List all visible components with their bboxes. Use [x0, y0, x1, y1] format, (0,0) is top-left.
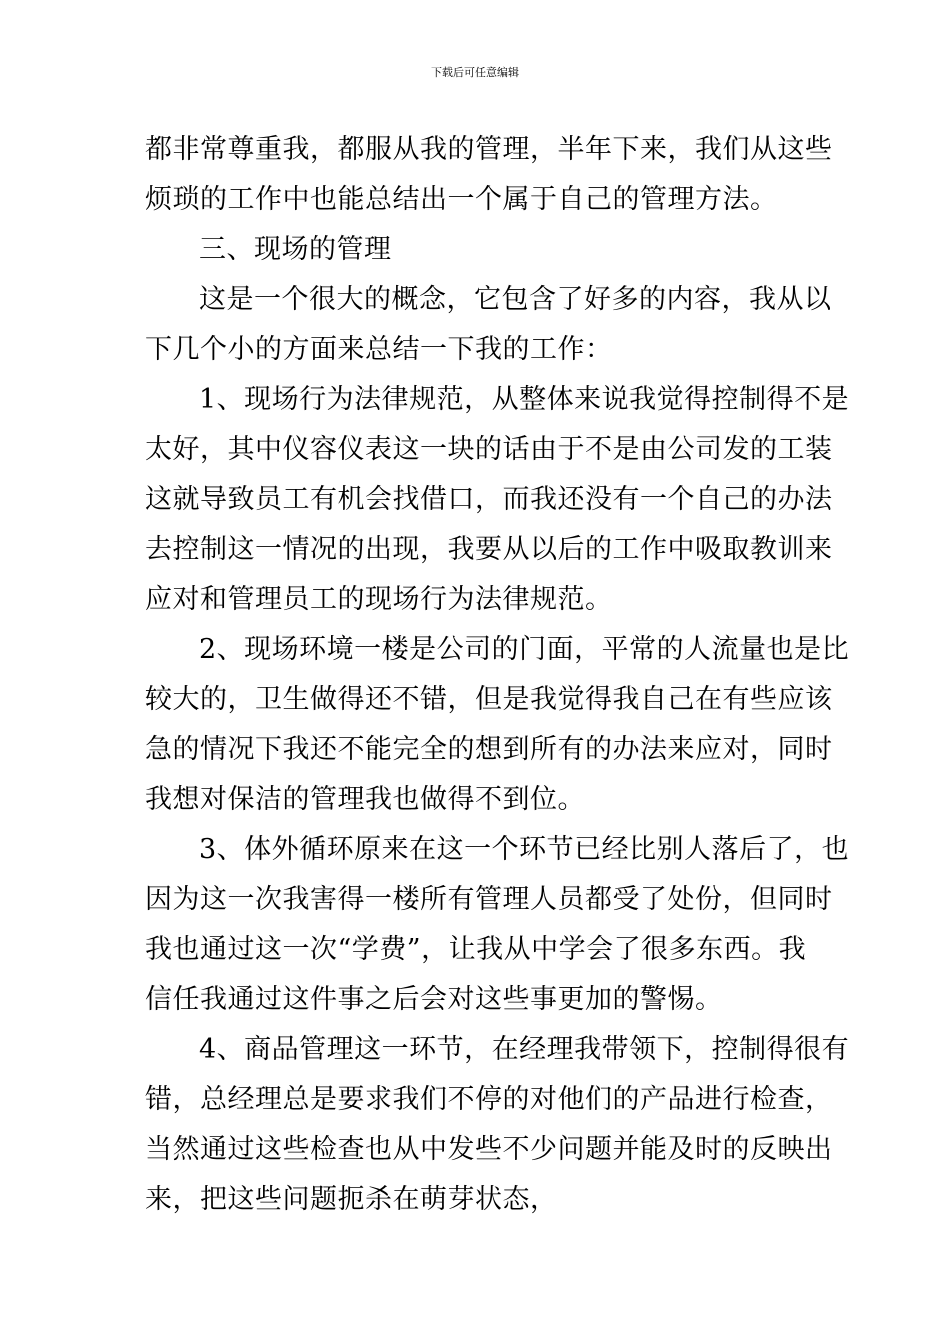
text-line: 错，总经理总是要求我们不停的对他们的产品进行检查，	[145, 1084, 833, 1115]
text-line: 3、体外循环原来在这一个环节已经比别人落后了，也	[199, 834, 850, 865]
text-line: 信任我通过这件事之后会对这些事更加的警惕。	[145, 984, 723, 1015]
page-header: 下载后可任意编辑	[431, 66, 519, 79]
text-line: 当然通过这些检查也从中发些不少问题并能及时的反映出	[145, 1134, 833, 1165]
text-line: 我也通过这一次“学费”，让我从中学会了很多东西。我	[145, 934, 807, 965]
text-line: 烦琐的工作中也能总结出一个属于自己的管理方法。	[145, 184, 778, 215]
section-heading: 三、现场的管理	[199, 234, 392, 265]
text-line: 较大的，卫生做得还不错，但是我觉得我自己在有些应该	[145, 684, 833, 715]
text-line: 急的情况下我还不能完全的想到所有的办法来应对，同时	[145, 734, 833, 765]
text-line: 这是一个很大的概念，它包含了好多的内容，我从以	[199, 284, 832, 315]
text-line: 下几个小的方面来总结一下我的工作：	[145, 334, 613, 365]
text-line: 2、现场环境一楼是公司的门面，平常的人流量也是比	[199, 634, 850, 665]
text-line: 去控制这一情况的出现，我要从以后的工作中吸取教训来	[145, 534, 833, 565]
text-line: 来，把这些问题扼杀在萌芽状态，	[145, 1184, 558, 1215]
text-line: 太好，其中仪容仪表这一块的话由于不是由公司发的工装	[145, 434, 833, 465]
text-line: 因为这一次我害得一楼所有管理人员都受了处份，但同时	[145, 884, 833, 915]
document-body	[145, 125, 850, 1225]
text-line: 4、商品管理这一环节，在经理我带领下，控制得很有	[199, 1034, 850, 1065]
text-line: 这就导致员工有机会找借口，而我还没有一个自己的办法	[145, 484, 833, 515]
text-line: 1、现场行为法律规范，从整体来说我觉得控制得不是	[199, 384, 850, 415]
text-line: 我想对保洁的管理我也做得不到位。	[145, 784, 585, 815]
text-line: 应对和管理员工的现场行为法律规范。	[145, 584, 613, 615]
text-line: 都非常尊重我，都服从我的管理，半年下来，我们从这些	[145, 134, 833, 165]
